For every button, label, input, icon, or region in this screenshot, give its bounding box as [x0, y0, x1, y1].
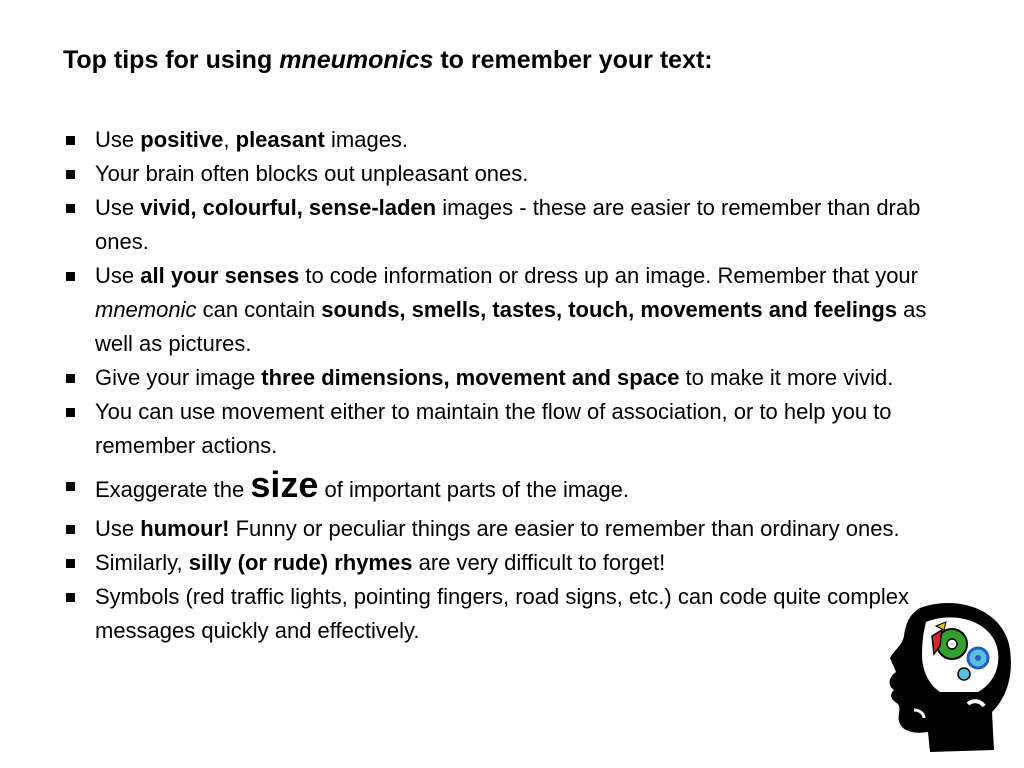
list-item: Similarly, silly (or rude) rhymes are very difficult to forget!: [62, 546, 942, 580]
square-bullet-icon: [66, 170, 75, 179]
page-title: [63, 46, 713, 75]
thinking-head-gears-icon: [880, 600, 1015, 755]
list-item: Use vivid, colourful, sense-laden images - these are easier to remember than drab ones.: [62, 191, 942, 259]
list-item: You can use movement either to maintain the flow of association, or to help you to remember actions.: [62, 395, 942, 463]
square-bullet-icon: [66, 272, 75, 281]
small-gear-icon: [958, 668, 970, 680]
list-item: Use positive, pleasant images.: [62, 123, 942, 157]
list-item: Use humour! Funny or peculiar things are easier to remember than ordinary ones.: [62, 512, 942, 546]
list-item: Use all your senses to code information or dress up an image. Remember that your mnemonic can contain sounds, smells, tastes, touch, movements and feelings as well as pictures.: [62, 259, 942, 361]
square-bullet-icon: [66, 559, 75, 568]
square-bullet-icon: [66, 593, 75, 602]
square-bullet-icon: [66, 482, 75, 491]
list-item: Symbols (red traffic lights, pointing fingers, road signs, etc.) can code quite complex messages quickly and effectively.: [62, 580, 942, 648]
size-emphasis: size: [250, 464, 319, 505]
square-bullet-icon: [66, 374, 75, 383]
square-bullet-icon: [66, 136, 75, 145]
list-item: Your brain often blocks out unpleasant ones.: [62, 157, 942, 191]
square-bullet-icon: [66, 525, 75, 534]
title-text-end: to remember your text:: [433, 46, 713, 74]
list-item: Give your image three dimensions, movement and space to make it more vivid.: [62, 361, 942, 395]
tips-list: [62, 123, 942, 648]
list-item: Exaggerate the size of important parts of the image.: [62, 465, 942, 510]
square-bullet-icon: [66, 204, 75, 213]
square-bullet-icon: [66, 408, 75, 417]
title-emphasis: mneumonics: [279, 46, 434, 74]
title-text: Top tips for using: [63, 46, 280, 74]
